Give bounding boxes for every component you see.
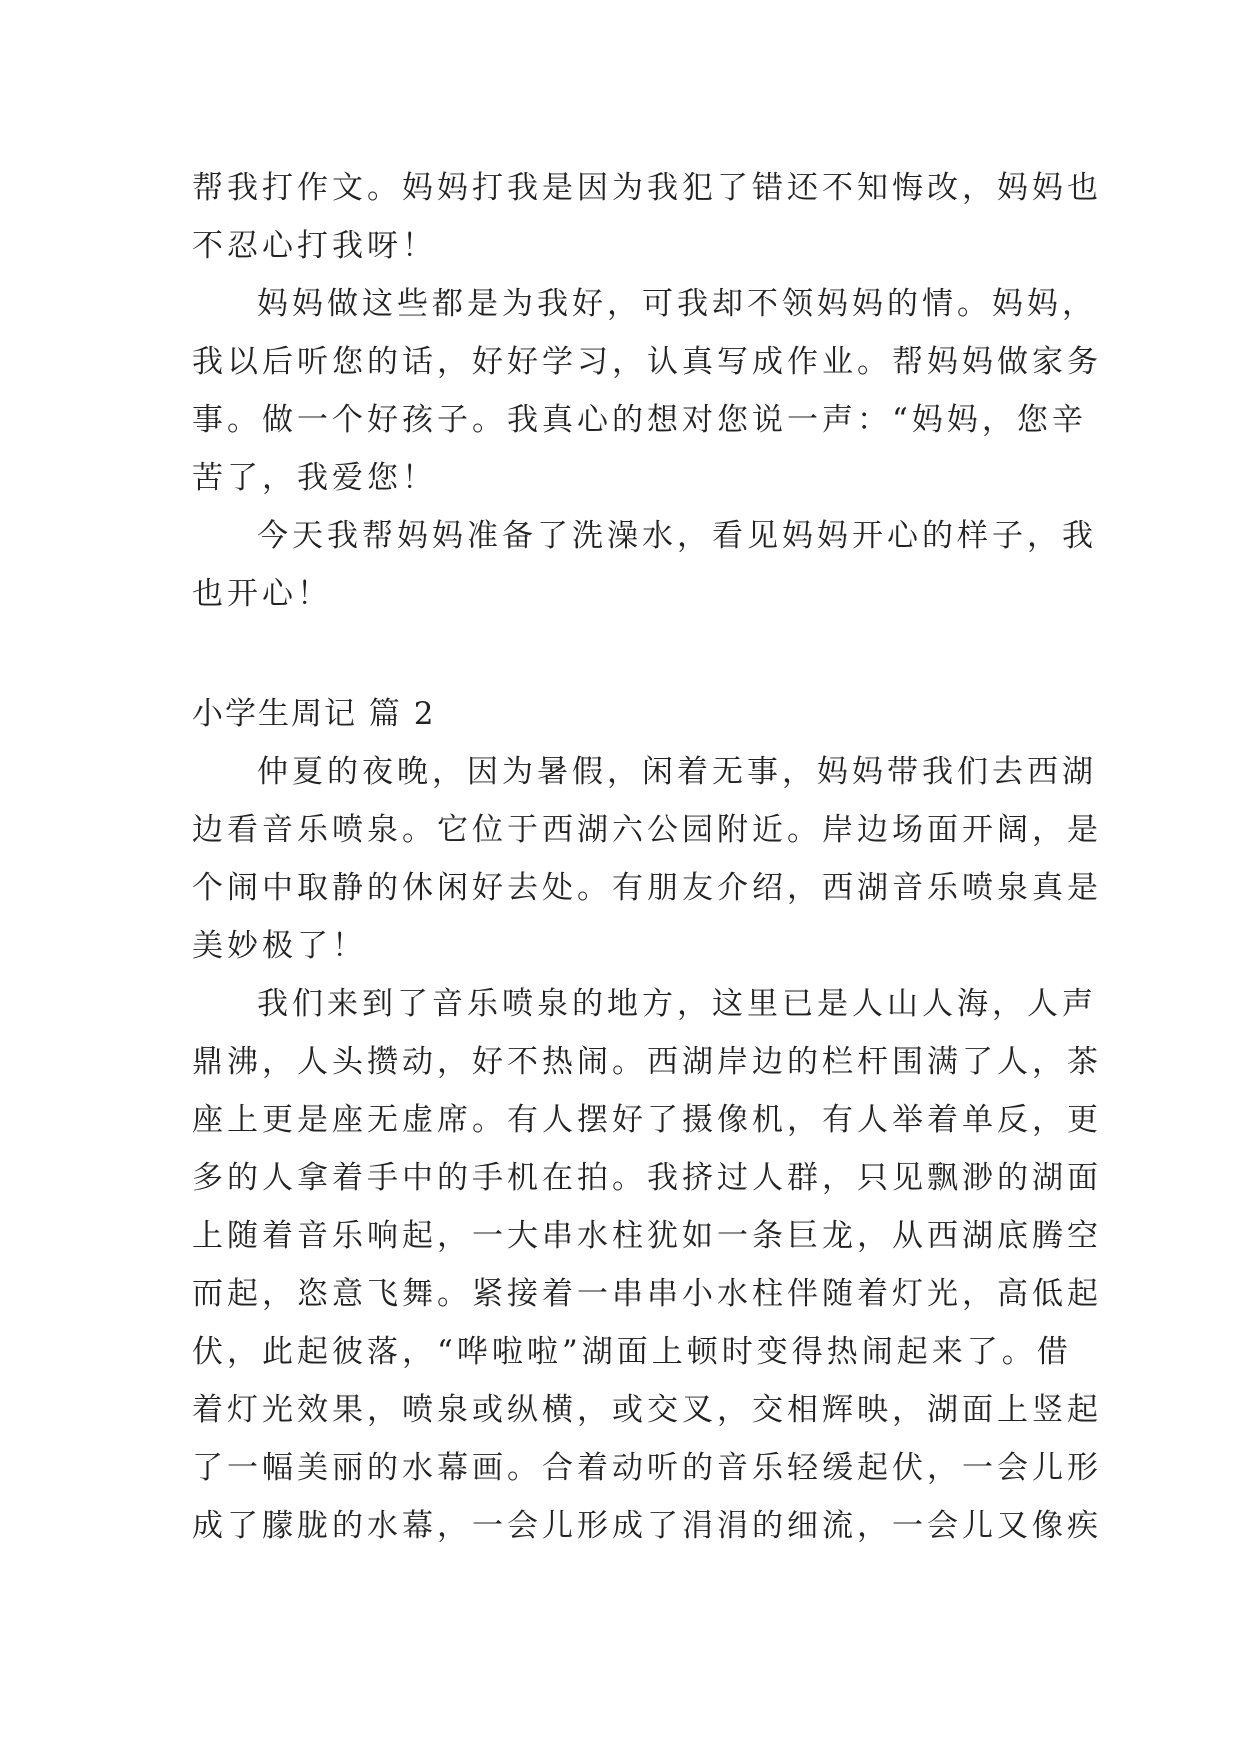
text-line: 个闹中取静的休闲好去处。有朋友介绍，西湖音乐喷泉真是 [192, 870, 1102, 906]
text-line: 多的人拿着手中的手机在拍。我挤过人群，只见飘渺的湖面 [192, 1160, 1102, 1196]
text-line: 座上更是座无虚席。有人摆好了摄像机，有人举着单反，更 [192, 1102, 1102, 1138]
text-line: 上随着音乐响起，一大串水柱犹如一条巨龙，从西湖底腾空 [192, 1218, 1102, 1254]
text-line: 不忍心打我呀！ [192, 228, 437, 264]
text-line: 了一幅美丽的水幕画。合着动听的音乐轻缓起伏，一会儿形 [192, 1450, 1102, 1486]
text-line: 也开心！ [192, 576, 332, 612]
text-line: 美妙极了！ [192, 928, 367, 964]
text-line: 鼎沸，人头攒动，好不热闹。西湖岸边的栏杆围满了人，茶 [192, 1044, 1102, 1080]
text-line: 而起，恣意飞舞。紧接着一串串小水柱伴随着灯光，高低起 [192, 1276, 1102, 1312]
text-line: 妈妈做这些都是为我好，可我却不领妈妈的情。妈妈， [257, 286, 1097, 322]
text-line: 苦了，我爱您！ [192, 460, 437, 496]
text-line: 成了朦胧的水幕，一会儿形成了涓涓的细流，一会儿又像疾 [192, 1508, 1102, 1544]
text-line: 我以后听您的话，好好学习，认真写成作业。帮妈妈做家务 [192, 344, 1102, 380]
text-line: 边看音乐喷泉。它位于西湖六公园附近。岸边场面开阔，是 [192, 812, 1102, 848]
text-line: 仲夏的夜晚，因为暑假，闲着无事，妈妈带我们去西湖 [257, 754, 1097, 790]
text-line: 我们来到了音乐喷泉的地方，这里已是人山人海，人声 [257, 986, 1097, 1022]
text-line: 事。做一个好孩子。我真心的想对您说一声：“妈妈，您辛 [192, 402, 1087, 438]
text-line: 着灯光效果，喷泉或纵横，或交叉，交相辉映，湖面上竖起 [192, 1392, 1102, 1428]
text-line: 今天我帮妈妈准备了洗澡水，看见妈妈开心的样子，我 [257, 518, 1097, 554]
text-line: 伏，此起彼落，“哗啦啦”湖面上顿时变得热闹起来了。借 [192, 1334, 1072, 1370]
text-line: 帮我打作文。妈妈打我是因为我犯了错还不知悔改，妈妈也 [192, 170, 1102, 206]
section-heading: 小学生周记 篇 2 [192, 696, 436, 732]
